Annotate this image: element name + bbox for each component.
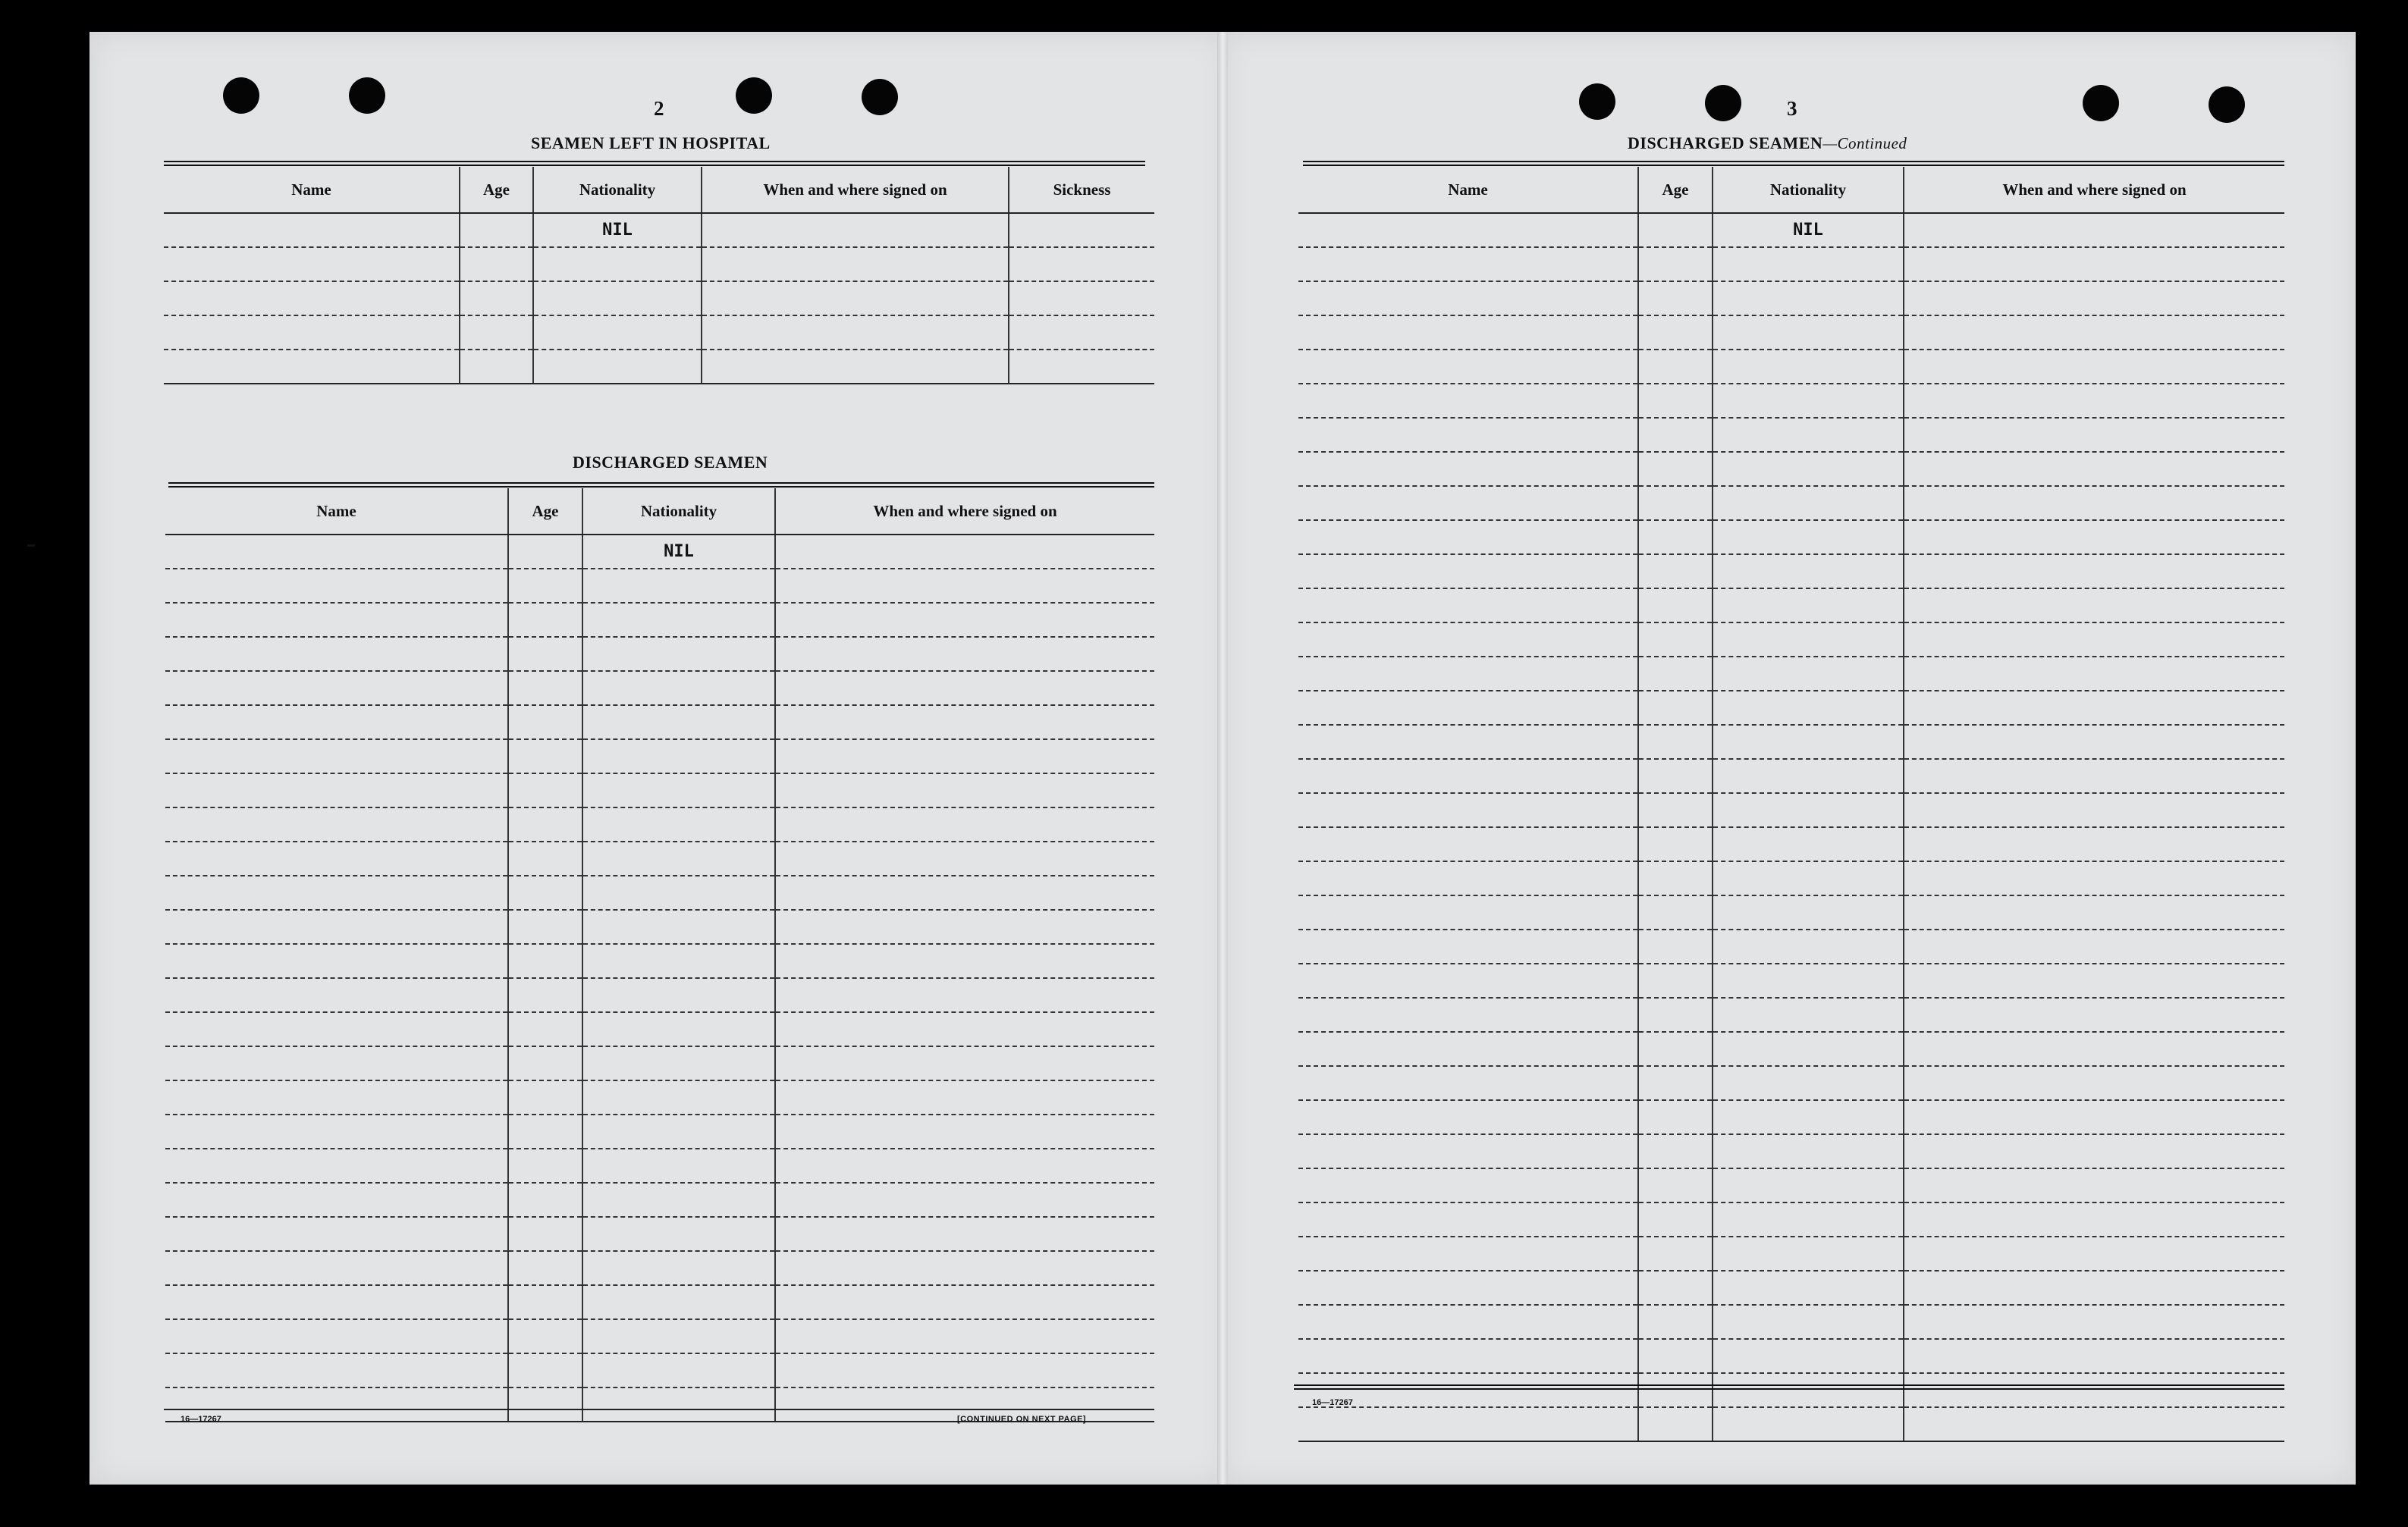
- table-row: [165, 535, 1154, 569]
- punch-hole: [862, 79, 898, 115]
- column-header-signed-on: When and where signed on: [775, 488, 1154, 535]
- table-row: [165, 1353, 1154, 1387]
- table-row: [1298, 281, 2284, 315]
- table-header-row: [165, 488, 1154, 535]
- table-row: [165, 773, 1154, 807]
- table-row: [165, 671, 1154, 705]
- punch-hole: [223, 77, 259, 114]
- table-row: [1298, 827, 2284, 861]
- table-row: [1298, 759, 2284, 793]
- table-row: [1298, 1032, 2284, 1066]
- table-row: [1298, 1168, 2284, 1202]
- table-row: [165, 1080, 1154, 1115]
- table-row: [165, 705, 1154, 739]
- title-suffix: —Continued: [1822, 134, 1907, 152]
- table-row: [1298, 793, 2284, 827]
- table-row: [1298, 213, 2284, 247]
- title-text: DISCHARGED SEAMEN: [1628, 133, 1823, 152]
- table-row: [165, 876, 1154, 910]
- table-row: [1298, 588, 2284, 622]
- form-number: 16—17267: [1312, 1398, 1353, 1407]
- punch-hole: [736, 77, 772, 114]
- table-row: [1298, 1305, 2284, 1339]
- hospital-top-rule: [164, 161, 1145, 166]
- column-header-name: Name: [164, 167, 460, 213]
- discharged-continued-title: [1628, 133, 1907, 153]
- column-header-nationality: Nationality: [582, 488, 775, 535]
- hospital-table: [164, 167, 1154, 384]
- column-header-sickness: Sickness: [1009, 167, 1154, 213]
- bottom-rule: [1294, 1384, 2284, 1390]
- table-row: [1298, 998, 2284, 1032]
- table-row: [164, 350, 1154, 384]
- page-number: 2: [654, 97, 664, 120]
- table-row: [165, 603, 1154, 637]
- nationality-cell: NIL: [582, 535, 775, 569]
- page-fold: [1217, 32, 1228, 1485]
- table-row: [1298, 247, 2284, 281]
- table-row: [1298, 622, 2284, 657]
- table-row: [1298, 1202, 2284, 1237]
- bottom-rule: [164, 1409, 1154, 1410]
- table-row: [1298, 1271, 2284, 1305]
- table-row: [1298, 691, 2284, 725]
- table-row: [165, 569, 1154, 603]
- discharged-table: [165, 488, 1154, 1422]
- table-row: [165, 910, 1154, 944]
- table-row: [165, 1251, 1154, 1285]
- table-row: [1298, 418, 2284, 452]
- form-number: 16—17267: [181, 1415, 221, 1424]
- table-row: [165, 1115, 1154, 1149]
- table-row: [1298, 486, 2284, 520]
- column-header-signed-on: When and where signed on: [702, 167, 1009, 213]
- column-header-age: Age: [1638, 167, 1713, 213]
- table-row: [164, 247, 1154, 281]
- column-header-name: Name: [165, 488, 508, 535]
- table-row: [165, 739, 1154, 773]
- table-row: [1298, 930, 2284, 964]
- discharged-section-title: DISCHARGED SEAMEN: [573, 453, 768, 472]
- table-row: [164, 315, 1154, 350]
- column-header-signed-on: When and where signed on: [1904, 167, 2284, 213]
- table-row: [1298, 1407, 2284, 1441]
- table-header-row: [164, 167, 1154, 213]
- table-row: [1298, 964, 2284, 998]
- discharged-continued-top-rule: [1303, 161, 2284, 166]
- nationality-cell: NIL: [533, 213, 702, 247]
- table-row: [1298, 554, 2284, 588]
- table-row: [1298, 1373, 2284, 1407]
- column-header-name: Name: [1298, 167, 1638, 213]
- table-row: [165, 637, 1154, 671]
- table-row: [164, 281, 1154, 315]
- table-row: [165, 1046, 1154, 1080]
- table-row: [1298, 452, 2284, 486]
- table-row: [165, 944, 1154, 978]
- table-row: [1298, 315, 2284, 350]
- table-row: [165, 807, 1154, 842]
- table-row: [165, 1217, 1154, 1251]
- table-row: [1298, 725, 2284, 759]
- table-row: [1298, 520, 2284, 554]
- discharged-top-rule: [168, 482, 1154, 488]
- table-row: [1298, 1066, 2284, 1100]
- punch-hole: [349, 77, 385, 114]
- column-header-nationality: Nationality: [533, 167, 702, 213]
- hospital-section-title: SEAMEN LEFT IN HOSPITAL: [531, 133, 771, 152]
- table-row: [165, 1149, 1154, 1183]
- table-row: [165, 1012, 1154, 1046]
- page-number: 3: [1787, 97, 1797, 120]
- table-row: [165, 978, 1154, 1012]
- table-row: [165, 842, 1154, 876]
- table-row: [1298, 1134, 2284, 1168]
- table-row: [165, 1285, 1154, 1319]
- nationality-cell: NIL: [1713, 213, 1904, 247]
- table-row: [1298, 1100, 2284, 1134]
- punch-hole: [2209, 86, 2245, 123]
- discharged-continued-table: [1298, 167, 2284, 1442]
- column-header-nationality: Nationality: [1713, 167, 1904, 213]
- table-row: [1298, 861, 2284, 895]
- table-row: [1298, 1339, 2284, 1373]
- table-row: [165, 1319, 1154, 1353]
- table-header-row: [1298, 167, 2284, 213]
- edge-mark: [27, 544, 35, 547]
- table-row: [165, 1183, 1154, 1217]
- punch-hole: [2083, 85, 2119, 121]
- table-row: [164, 213, 1154, 247]
- table-row: [1298, 350, 2284, 384]
- table-row: [1298, 657, 2284, 691]
- table-row: [1298, 384, 2284, 418]
- punch-hole: [1705, 85, 1741, 121]
- column-header-age: Age: [460, 167, 533, 213]
- column-header-age: Age: [508, 488, 582, 535]
- continued-note: [CONTINUED ON NEXT PAGE]: [957, 1415, 1087, 1424]
- table-row: [1298, 895, 2284, 930]
- table-row: [1298, 1237, 2284, 1271]
- punch-hole: [1579, 83, 1615, 120]
